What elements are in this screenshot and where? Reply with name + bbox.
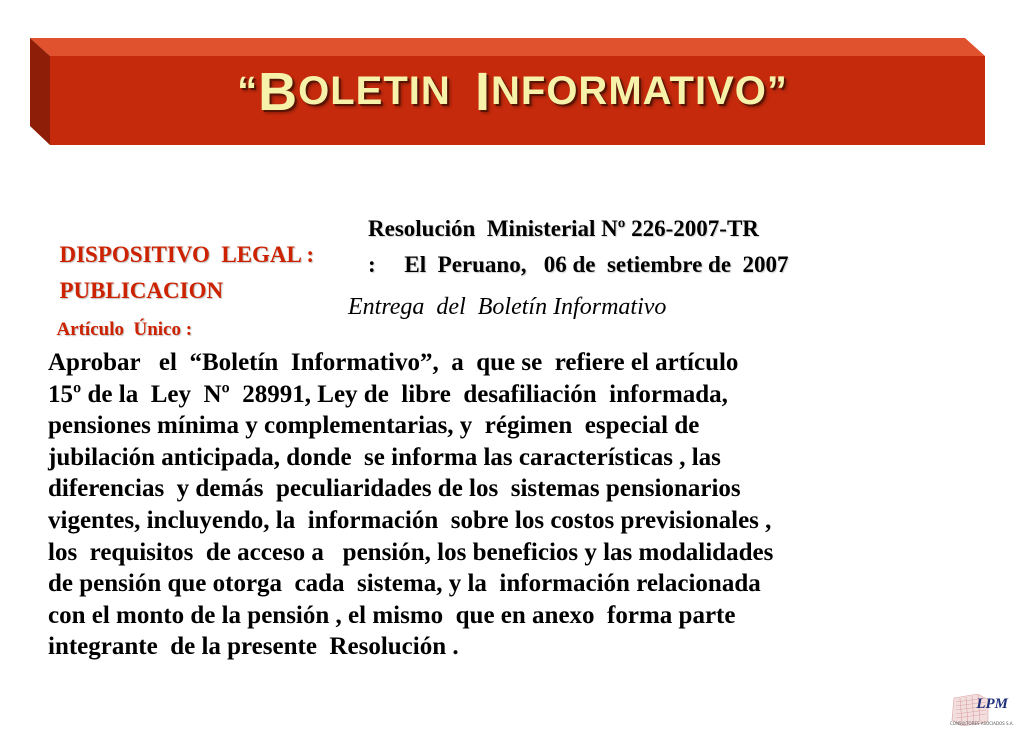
page-title bbox=[30, 38, 985, 145]
body-line: los requisitos de acceso a pensión, los beneficios y las modalidades bbox=[48, 538, 774, 566]
publicacion-label: PUBLICACION bbox=[59, 278, 224, 303]
logo-subtext: CONSULTORES ASOCIADOS S.A. bbox=[950, 721, 1014, 726]
body-line: jubilación anticipada, donde se informa las características , las bbox=[48, 443, 721, 471]
body-line: Aprobar el “Boletín Informativo”, a que se refiere el artículo bbox=[48, 349, 739, 376]
body-line: de pensión que otorga cada sistema, y la información relacionada bbox=[48, 570, 761, 598]
resolution-body-text bbox=[48, 347, 1008, 663]
logo-text: LPM bbox=[976, 696, 1008, 712]
title-banner bbox=[30, 38, 985, 145]
body-line: pensiones mínima y complementarias, y régimen especial de bbox=[48, 412, 700, 440]
body-line: con el monto de la pensión , el mismo que en anexo forma parte bbox=[48, 601, 736, 629]
dispositivo-legal-label: DISPOSITIVO LEGAL : bbox=[59, 242, 315, 267]
lpm-logo bbox=[948, 694, 1012, 726]
title-word-nformativo: NFORMATIVO bbox=[491, 69, 767, 113]
dispositivo-legal-value: Resolución Ministerial Nº 226-2007-TR bbox=[368, 216, 759, 241]
body-line: diferencias y demás peculiaridades de los sistemas pensionarios bbox=[48, 475, 741, 503]
body-line: vigentes, incluyendo, la información sobre los costos previsionales , bbox=[48, 506, 772, 534]
title-initial-b: B bbox=[258, 61, 299, 122]
articulo-unico-value: Entrega del Boletín Informativo bbox=[348, 294, 667, 320]
body-line: integrante de la presente Resolución . bbox=[48, 633, 459, 661]
publicacion-value: : El Peruano, 06 de setiembre de 2007 bbox=[368, 252, 789, 277]
articulo-unico-label: Artículo Único : bbox=[56, 319, 193, 340]
body-line: 15º de la Ley Nº 28991, Ley de libre desafiliación informada, bbox=[48, 380, 728, 408]
title-open-quote: “ bbox=[237, 69, 259, 113]
title-initial-i: I bbox=[474, 61, 491, 122]
title-close-quote: ” bbox=[766, 69, 788, 113]
title-word-oletin: OLETIN bbox=[298, 69, 475, 113]
